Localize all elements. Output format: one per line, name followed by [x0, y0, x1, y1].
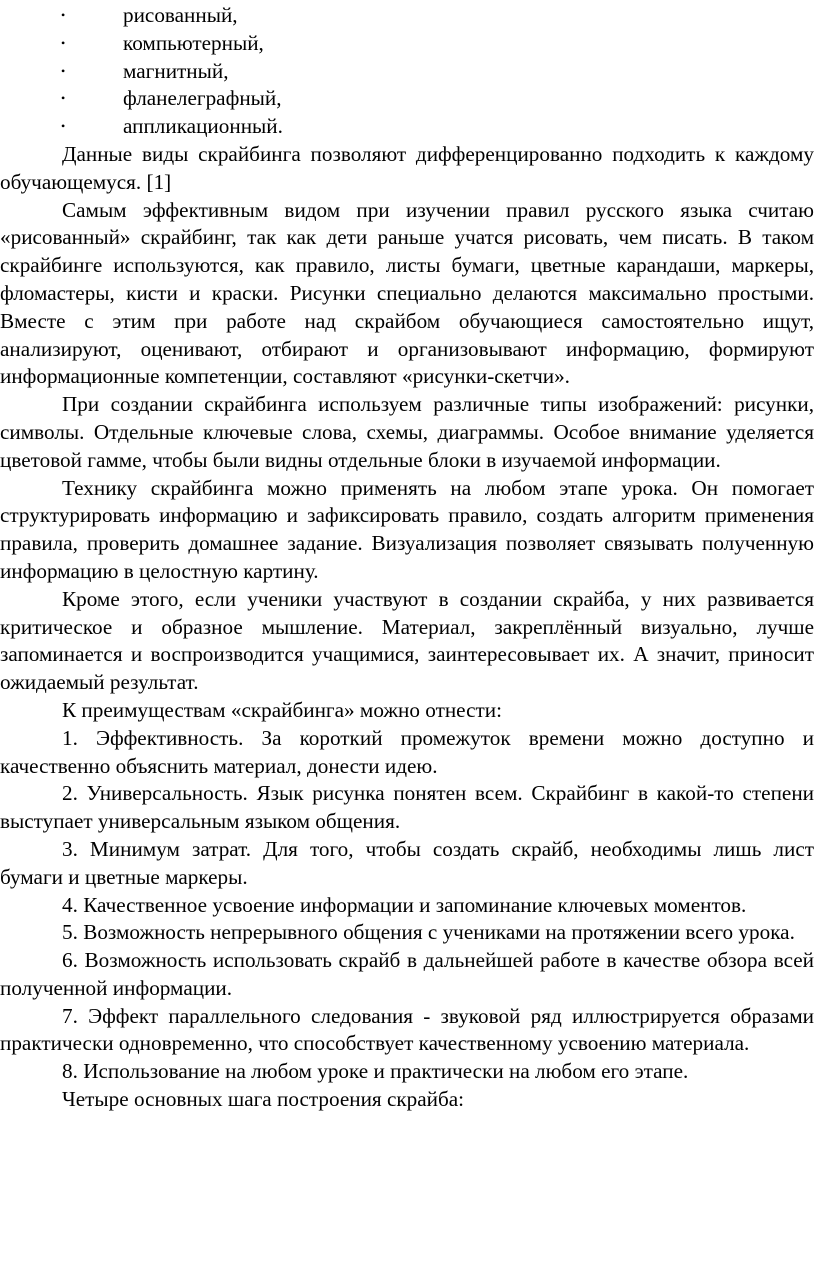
scribing-types-list — [0, 2, 816, 141]
list-item-text: магнитный, — [123, 58, 229, 83]
paragraph-advantages-intro: К преимуществам «скрайбинга» можно отнести: — [62, 697, 502, 722]
list-item — [0, 58, 816, 86]
advantage-item-5: 5. Возможность непрерывного общения с учениками на протяжении всего урока. — [62, 920, 795, 945]
list-item — [0, 85, 816, 113]
bullet-icon: • — [61, 35, 66, 50]
advantage-item-7: 7. Эффект параллельного следования - звуковой ряд иллюстрируется образами практически одновременно, что способствует качественному усвоению материала. — [0, 1003, 814, 1056]
paragraph-thinking: Кроме этого, если ученики участвуют в создании скрайба, у них развивается критическое и образное мышление. Материал, закреплённый визуально, лучше запоминается и воспроизводится учащимися, заинтересовывает их. А значит, приносит ожидаемый результат. — [0, 586, 814, 695]
paragraph-four-steps: Четыре основных шага построения скрайба: — [62, 1087, 465, 1112]
bullet-icon: • — [61, 63, 66, 78]
list-item-text: рисованный, — [123, 3, 238, 27]
bullet-icon: • — [61, 119, 66, 134]
advantage-item-3: 3. Минимум затрат. Для того, чтобы создать скрайб, необходимы лишь лист бумаги и цветные маркеры. — [0, 836, 814, 889]
list-item-text: компьютерный, — [123, 30, 264, 55]
list-item-text: фланелеграфный, — [123, 86, 282, 111]
advantage-item-6: 6. Возможность использовать скрайб в дальнейшей работе в качестве обзора всей полученной информации. — [0, 948, 814, 1000]
paragraph-differentiation: Данные виды скрайбинга позволяют дифференцированно подходить к каждому обучающемуся. [1] — [0, 141, 814, 194]
advantage-item-8: 8. Использование на любом уроке и практически на любом его этапе. — [62, 1059, 689, 1084]
list-item-text: аппликационный. — [123, 114, 283, 139]
list-item — [0, 30, 816, 58]
list-item — [0, 113, 816, 141]
paragraph-technique: Технику скрайбинга можно применять на любом этапе урока. Он помогает структурировать информацию и зафиксировать правило, создать алгоритм применения правила, проверить домашнее задание. Визуализация позволяет связывать полученную информацию в целостную картину. — [0, 475, 814, 583]
advantage-item-2: 2. Универсальность. Язык рисунка понятен всем. Скрайбинг в какой-то степени выступает универсальным языком общения. — [0, 781, 814, 834]
paragraph-drawn-scribing: Самым эффективным видом при изучении правил русского языка считаю «рисованный» скрайбинг, так как дети раньше учатся рисовать, чем писать. В таком скрайбинге используются, как правило, листы бумаги, цветные карандаши, маркеры, фломастеры, кисти и краски. Рисунки специально делаются максимально простыми. Вместе с этим при работе над скрайбом обучающиеся самостоятельно ищут, анализируют, оценивают, отбирают и организовывают информацию, формируют информационные компетенции, составляют «рисунки-скетчи». — [0, 197, 814, 389]
bullet-icon: • — [61, 91, 66, 106]
advantage-item-4: 4. Качественное усвоение информации и запоминание ключевых моментов. — [62, 892, 747, 917]
bullet-icon: • — [61, 8, 66, 22]
advantage-item-1: 1. Эффективность. За короткий промежуток времени можно доступно и качественно объяснить материал, донести идею. — [0, 725, 814, 778]
list-item — [0, 2, 816, 30]
paragraph-image-types: При создании скрайбинга используем различные типы изображений: рисунки, символы. Отдельные ключевые слова, схемы, диаграммы. Особое внимание уделяется цветовой гамме, чтобы были видны отдельные блоки в изучаемой информации. — [0, 392, 814, 472]
